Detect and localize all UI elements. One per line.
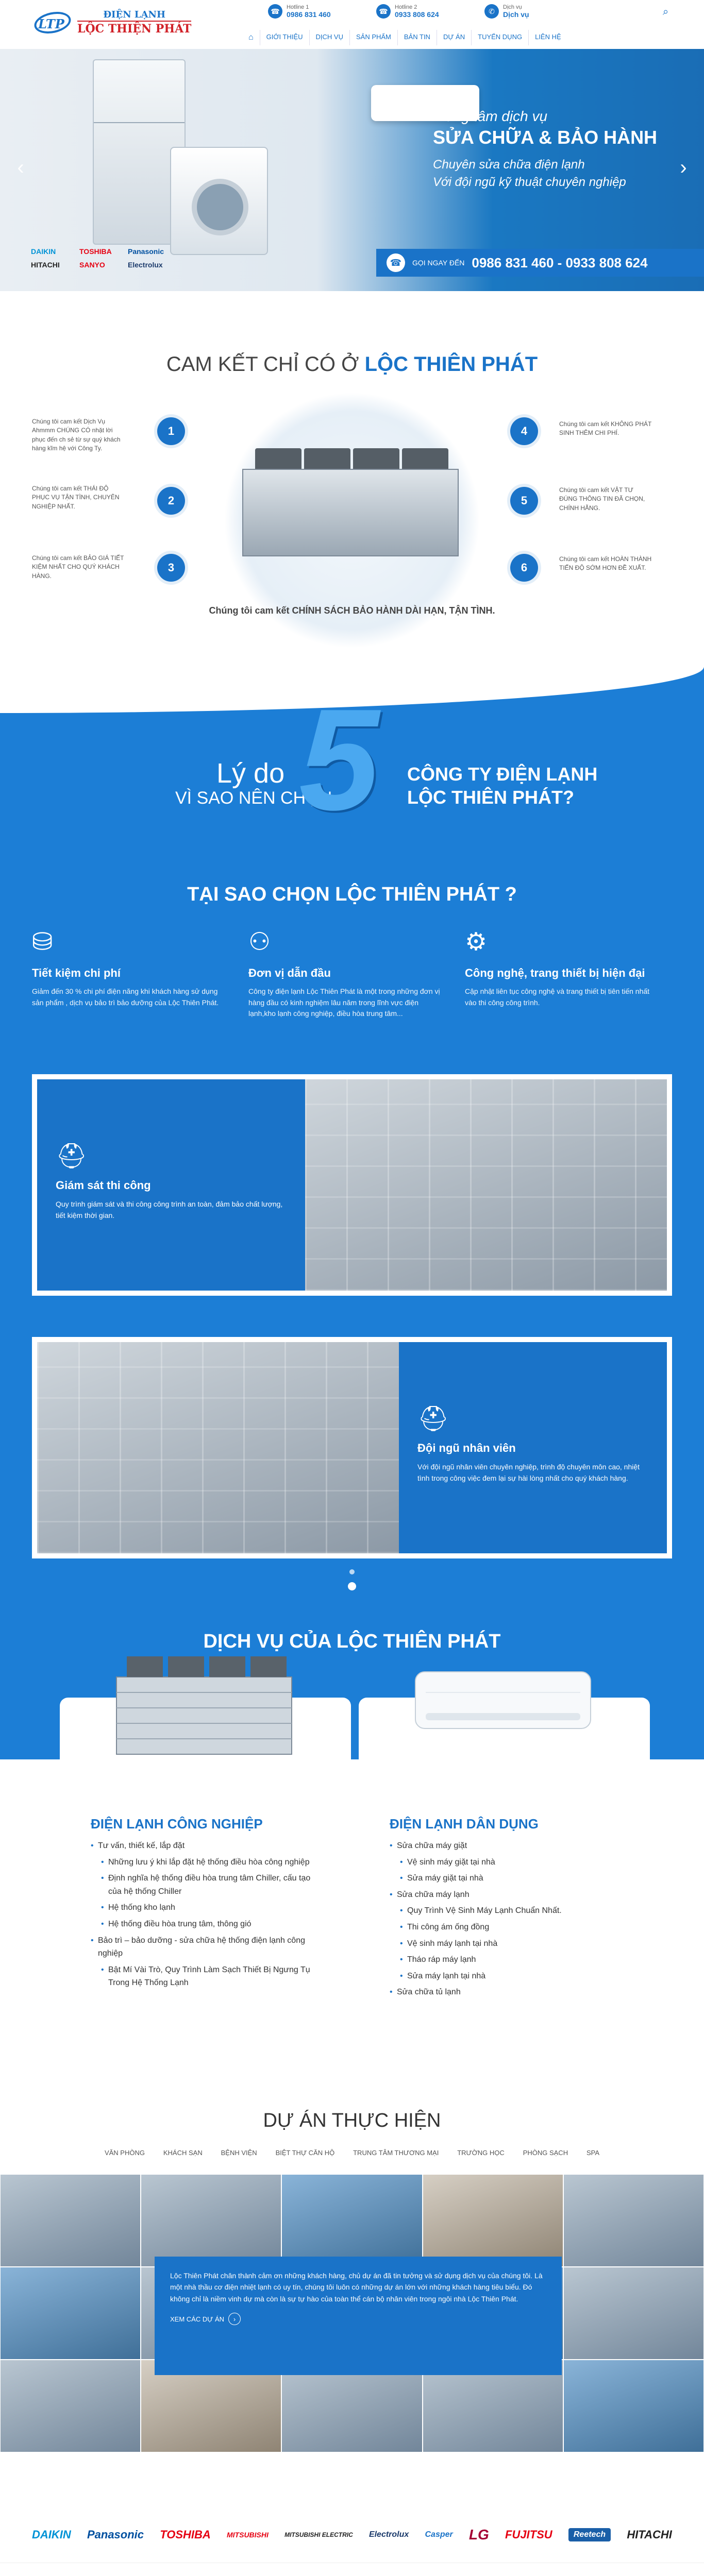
projects-title: DỰ ÁN THỰC HIỆN	[263, 2110, 441, 2131]
site-logo[interactable]	[32, 7, 191, 38]
why-item-saving: ⛁ Tiết kiệm chi phí Giảm đến 30 % chi phí điện năng khi khách hàng sử dụng sản phẩm , dịch vụ bảo trì bảo dưỡng của Lộc Thiên Phát.	[32, 928, 219, 1007]
reasons-section	[0, 667, 704, 1997]
supervision-card: ⛑ Giám sát thi công Quy trình giám sát và thi công công trình an toàn, đảm bảo chất lượng, tiết kiệm thời gian.	[37, 1079, 305, 1291]
nav-ban-tin[interactable]: BẢN TIN	[398, 30, 437, 45]
commit-item-5: Chúng tôi cam kết VẬT TƯ ĐÚNG THÔNG TIN ĐÃ CHỌN, CHÍNH HÃNG.	[559, 486, 645, 512]
service-link[interactable]: • Định nghĩa hệ thống điều hòa trung tâm Chiller, cấu tạo của hệ thống Chiller	[91, 1872, 320, 1898]
nav-gioi-thieu[interactable]: GIỚI THIỆU	[260, 30, 310, 45]
service-card-industrial: ĐIỆN LẠNH CÔNG NGHIỆP • Tư vấn, thiết kế, lắp đặt • Những lưu ý khi lắp đặt hệ thống điều hòa công nghiệp • Định nghĩa hệ thống điều hòa trung tâm Chiller, cấu tạo của hệ thống Chiller • Hệ thống kho lạnh • Hệ thống điều hòa trung tâm, thông gió • Bảo trì – bảo dưỡng - sửa chữa hệ thống điện lạnh công nghiệp • Bật Mí Vài Trò, Quy Trình Làm Sạch Thiết Bị Ngưng Tụ Trong Hệ Thống Lạnh	[60, 1698, 351, 2022]
why-item-technology: ⚙ Công nghệ, trang thiết bị hiện đại Cập nhật liên tục công nghệ và trang thiết bị tiên tiến nhất vào thi công công trình.	[465, 928, 650, 1007]
phone-icon: ☎	[387, 253, 405, 272]
tab-truong-hoc[interactable]: TRƯỜNG HỌC	[457, 2149, 505, 2157]
commit-badge-2: 2	[157, 487, 185, 515]
service-link[interactable]: • Sửa máy lạnh tại nhà	[390, 1970, 619, 1983]
service-link[interactable]: • Bảo trì – bảo dưỡng - sửa chữa hệ thống điện lạnh công nghiệp	[91, 1934, 320, 1960]
nav-du-an[interactable]: DỰ ÁN	[437, 30, 472, 45]
piggy-bank-icon: ⛁	[32, 928, 53, 956]
tab-spa[interactable]: SPA	[586, 2149, 600, 2157]
commitment-title: CAM KẾT CHỈ CÓ Ở LỘC THIÊN PHÁT	[166, 353, 538, 376]
service-link[interactable]: • Hệ thống kho lạnh	[91, 1901, 320, 1914]
brand-hitachi: HITACHI	[627, 2528, 672, 2541]
hotline-2[interactable]: ☎ Hotline 2 0933 808 624	[376, 4, 439, 19]
projects-section	[0, 2058, 704, 2506]
supervisor-icon: ⛑	[56, 1143, 87, 1170]
why-item-leader: ⚇ Đơn vị dẫn đầu Công ty điện lạnh Lộc Thiên Phát là một trong những đơn vị hàng đầu có kinh nghiệm lâu năm trong lĩnh vực điện lạnh,kho lạnh công nghiệp, điều hòa trung tâm...	[248, 928, 440, 1018]
service-link[interactable]: • Sửa chữa tủ lạnh	[390, 1986, 619, 1999]
services-title: DỊCH VỤ CỦA LỘC THIÊN PHÁT	[203, 1631, 501, 1652]
service-link[interactable]: • Tư vấn, thiết kế, lắp đặt	[91, 1839, 320, 1853]
projects-overlay-card: Lộc Thiên Phát chân thành cảm ơn những khách hàng, chủ dự án đã tin tưởng và sử dụng dịch vụ của chúng tôi. Là một nhà thầu cơ điện nhiệt lạnh có uy tín, chúng tôi luôn có những dự án lớn với những khách hàng tiêu biểu. Đó không chỉ là niềm vinh dự mà còn là sự tự hào của toàn thể cán bộ nhân viên trong ngôi nhà Lộc Thiên Phát. XEM CÁC DỰ ÁN ›	[155, 2257, 562, 2375]
logo-mark: LTP	[32, 7, 73, 38]
service-link[interactable]: • Thi công ám ống đồng	[390, 1921, 619, 1934]
commit-item-6: Chúng tôi cam kết HOÀN THÀNH TIẾN ĐỘ SỚM HƠN ĐỀ XUẤT.	[559, 555, 652, 572]
commit-item-4: Chúng tôi cam kết KHÔNG PHÁT SINH THÊM CHI PHÍ.	[559, 420, 652, 437]
nav-lien-he[interactable]: LIÊN HỆ	[535, 33, 561, 41]
brand-lg: LG	[468, 2526, 489, 2543]
hero-banner	[0, 49, 704, 291]
main-nav	[242, 30, 567, 45]
nav-dich-vu[interactable]: DỊCH VỤ	[310, 30, 350, 45]
nav-home-icon[interactable]: ⌂	[242, 30, 260, 45]
banner-text: Trung tâm dịch vụ SỬA CHỮA & BẢO HÀNH Chuyên sửa chữa điện lạnh Với đội ngũ kỹ thuật chuyên nghiệp	[433, 108, 658, 189]
construction-photo	[305, 1079, 667, 1291]
service-link[interactable]: • Những lưu ý khi lắp đặt hệ thống điều hòa công nghiệp	[91, 1856, 320, 1869]
service-link[interactable]: • Sửa chữa máy giặt	[390, 1839, 619, 1853]
staff-card: ⛑ Đội ngũ nhân viên Với đội ngũ nhân viên chuyên nghiệp, trình độ chuyên môn cao, nhiệt tình trong công việc đem lại sự hài lòng nhất cho quý khách hàng.	[399, 1342, 667, 1553]
service-card-civil: ĐIỆN LẠNH DÂN DỤNG • Sửa chữa máy giặt • Vệ sinh máy giặt tại nhà • Sửa máy giặt tại nhà • Sửa chữa máy lạnh • Quy Trình Vệ Sinh Máy Lạnh Chuẩn Nhất. • Thi công ám ống đồng • Vệ sinh máy lạnh tại nhà • Tháo ráp máy lạnh • Sửa máy lạnh tại nhà • Sửa chữa tủ lạnh	[359, 1698, 650, 2022]
project-photo[interactable]	[281, 2174, 422, 2267]
service-link[interactable]: • Sửa chữa máy lạnh	[390, 1888, 619, 1902]
view-projects-link[interactable]: XEM CÁC DỰ ÁN ›	[170, 2313, 241, 2325]
brand-fujitsu: FUJITSU	[505, 2528, 552, 2541]
chevron-right-icon[interactable]: ›	[680, 156, 687, 179]
service-link[interactable]: • Tháo ráp máy lạnh	[390, 1953, 619, 1967]
commit-badge-4: 4	[510, 417, 538, 445]
service-link[interactable]: • Vệ sinh máy lạnh tại nhà	[390, 1937, 619, 1951]
chevron-left-icon[interactable]: ‹	[17, 156, 24, 179]
tab-van-phong[interactable]: VĂN PHÒNG	[104, 2149, 145, 2157]
commit-item-1: Chúng tôi cam kết Dịch Vụ Ahmmm CHÚNG CÓ nhặt lời phục đến ch sẻ từ sự quý khách hàng kĩm hệ với Công Ty.	[32, 418, 121, 452]
brand-panasonic: Panasonic	[87, 2528, 144, 2541]
company-question: CÔNG TY ĐIỆN LẠNH LỘC THIÊN PHÁT?	[407, 764, 598, 808]
split-ac-image	[405, 1641, 601, 1765]
brand-toshiba: TOSHIBA	[160, 2528, 211, 2541]
team-icon: ⚇	[248, 928, 271, 956]
gear-icon: ⚙	[465, 928, 488, 956]
brand-mitsubishi-electric: MITSUBISHI ELECTRIC	[284, 2531, 353, 2538]
project-photo[interactable]	[0, 2360, 141, 2452]
project-photo[interactable]	[563, 2174, 704, 2267]
project-photo[interactable]	[141, 2174, 281, 2267]
service-link[interactable]: • Sửa máy giặt tại nhà	[390, 1872, 619, 1885]
service-link[interactable]: • Vệ sinh máy giặt tại nhà	[390, 1856, 619, 1869]
logo-text: ĐIỆN LẠNH LỘC THIỆN PHÁT	[77, 9, 192, 36]
tools-icon: ✆	[484, 4, 499, 19]
brand-daikin: DAIKIN	[32, 2528, 71, 2541]
service-link[interactable]: • Hệ thống điều hòa trung tâm, thông gió	[91, 1918, 320, 1931]
arrow-right-icon: ›	[228, 2313, 241, 2325]
worker-icon: ⛑	[417, 1405, 449, 1433]
projects-tabs	[0, 2148, 704, 2157]
technician-photo	[37, 1342, 399, 1553]
commit-badge-5: 5	[510, 487, 538, 515]
hotline-1[interactable]: ☎ Hotline 1 0986 831 460	[268, 4, 331, 19]
brand-electrolux: Electrolux	[368, 2530, 409, 2539]
tab-benh-vien[interactable]: BỆNH VIỆN	[221, 2149, 257, 2157]
nav-san-pham[interactable]: SẢN PHẨM	[350, 30, 398, 45]
tab-khach-san[interactable]: KHÁCH SẠN	[163, 2149, 203, 2157]
why-title: TẠI SAO CHỌN LỘC THIÊN PHÁT ?	[187, 884, 517, 905]
brand-logos	[0, 2506, 704, 2563]
commitment-note: Chúng tôi cam kết CHÍNH SÁCH BẢO HÀNH DÀI HẠN, TẬN TÌNH.	[209, 605, 495, 616]
chiller-image	[106, 1641, 302, 1765]
commit-badge-6: 6	[510, 554, 538, 582]
commit-item-2: Chúng tôi cam kết THÁI ĐỘ PHỤC VỤ TẬN TÌNH, CHUYÊN NGHIỆP NHẤT.	[32, 485, 120, 510]
brand-casper: Casper	[425, 2530, 453, 2539]
commitment-section	[0, 291, 704, 667]
chiller-illustration	[227, 422, 474, 567]
tab-phong-sach[interactable]: PHÒNG SẠCH	[523, 2149, 568, 2157]
tab-biet-thu[interactable]: BIỆT THỰ CĂN HỘ	[275, 2149, 335, 2157]
phone-icon: ☎	[268, 4, 282, 19]
commit-badge-1: 1	[157, 417, 185, 445]
news-section	[0, 2563, 704, 2576]
number-five: 5	[299, 680, 379, 840]
project-photo[interactable]	[423, 2174, 563, 2267]
project-photo[interactable]	[0, 2174, 141, 2267]
project-photo[interactable]	[563, 2267, 704, 2360]
commit-badge-3: 3	[157, 554, 185, 582]
site-header	[0, 0, 704, 49]
brand-mitsubishi: MITSUBISHI	[227, 2530, 269, 2539]
banner-brands: DAIKIN TOSHIBA Panasonic HITACHI SANYO Electrolux	[31, 247, 164, 269]
slider-dots	[0, 1566, 704, 1595]
civil-service-list	[390, 1839, 619, 1999]
phone-icon: ☎	[376, 4, 391, 19]
call-now-bar[interactable]: ☎ GỌI NGAY ĐẾN 0986 831 460 - 0933 808 624	[376, 249, 704, 277]
project-photo[interactable]	[0, 2267, 141, 2360]
search-icon[interactable]: ⌕	[663, 6, 669, 18]
slider-dot-active[interactable]	[348, 1582, 356, 1590]
brand-reetech: Reetech	[568, 2528, 611, 2541]
tab-ttmt[interactable]: TRUNG TÂM THƯƠNG MẠI	[353, 2149, 439, 2157]
slider-dot[interactable]	[349, 1569, 355, 1574]
service-link[interactable]: ✆ Dịch vụ Dịch vụ	[484, 4, 529, 19]
washer-illustration	[170, 147, 268, 255]
service-link[interactable]: • Bật Mí Vài Trò, Quy Trình Làm Sạch Thiết Bị Ngưng Tụ Trong Hệ Thống Lạnh	[91, 1963, 320, 1990]
service-link[interactable]: • Quy Trình Vệ Sinh Máy Lạnh Chuẩn Nhất.	[390, 1904, 619, 1918]
project-photo[interactable]	[563, 2360, 704, 2452]
nav-tuyen-dung[interactable]: TUYỂN DỤNG	[472, 30, 529, 45]
commit-item-3: Chúng tôi cam kết BẢO GIÁ TIẾT KIỆM NHẤT CHO QUÝ KHÁCH HÀNG.	[32, 554, 124, 580]
industrial-service-list	[91, 1839, 320, 1990]
reasons-header: Lý do VÌ SAO NÊN CHỌN 5 CÔNG TY ĐIỆN LẠNH LỘC THIÊN PHÁT?	[175, 680, 598, 840]
